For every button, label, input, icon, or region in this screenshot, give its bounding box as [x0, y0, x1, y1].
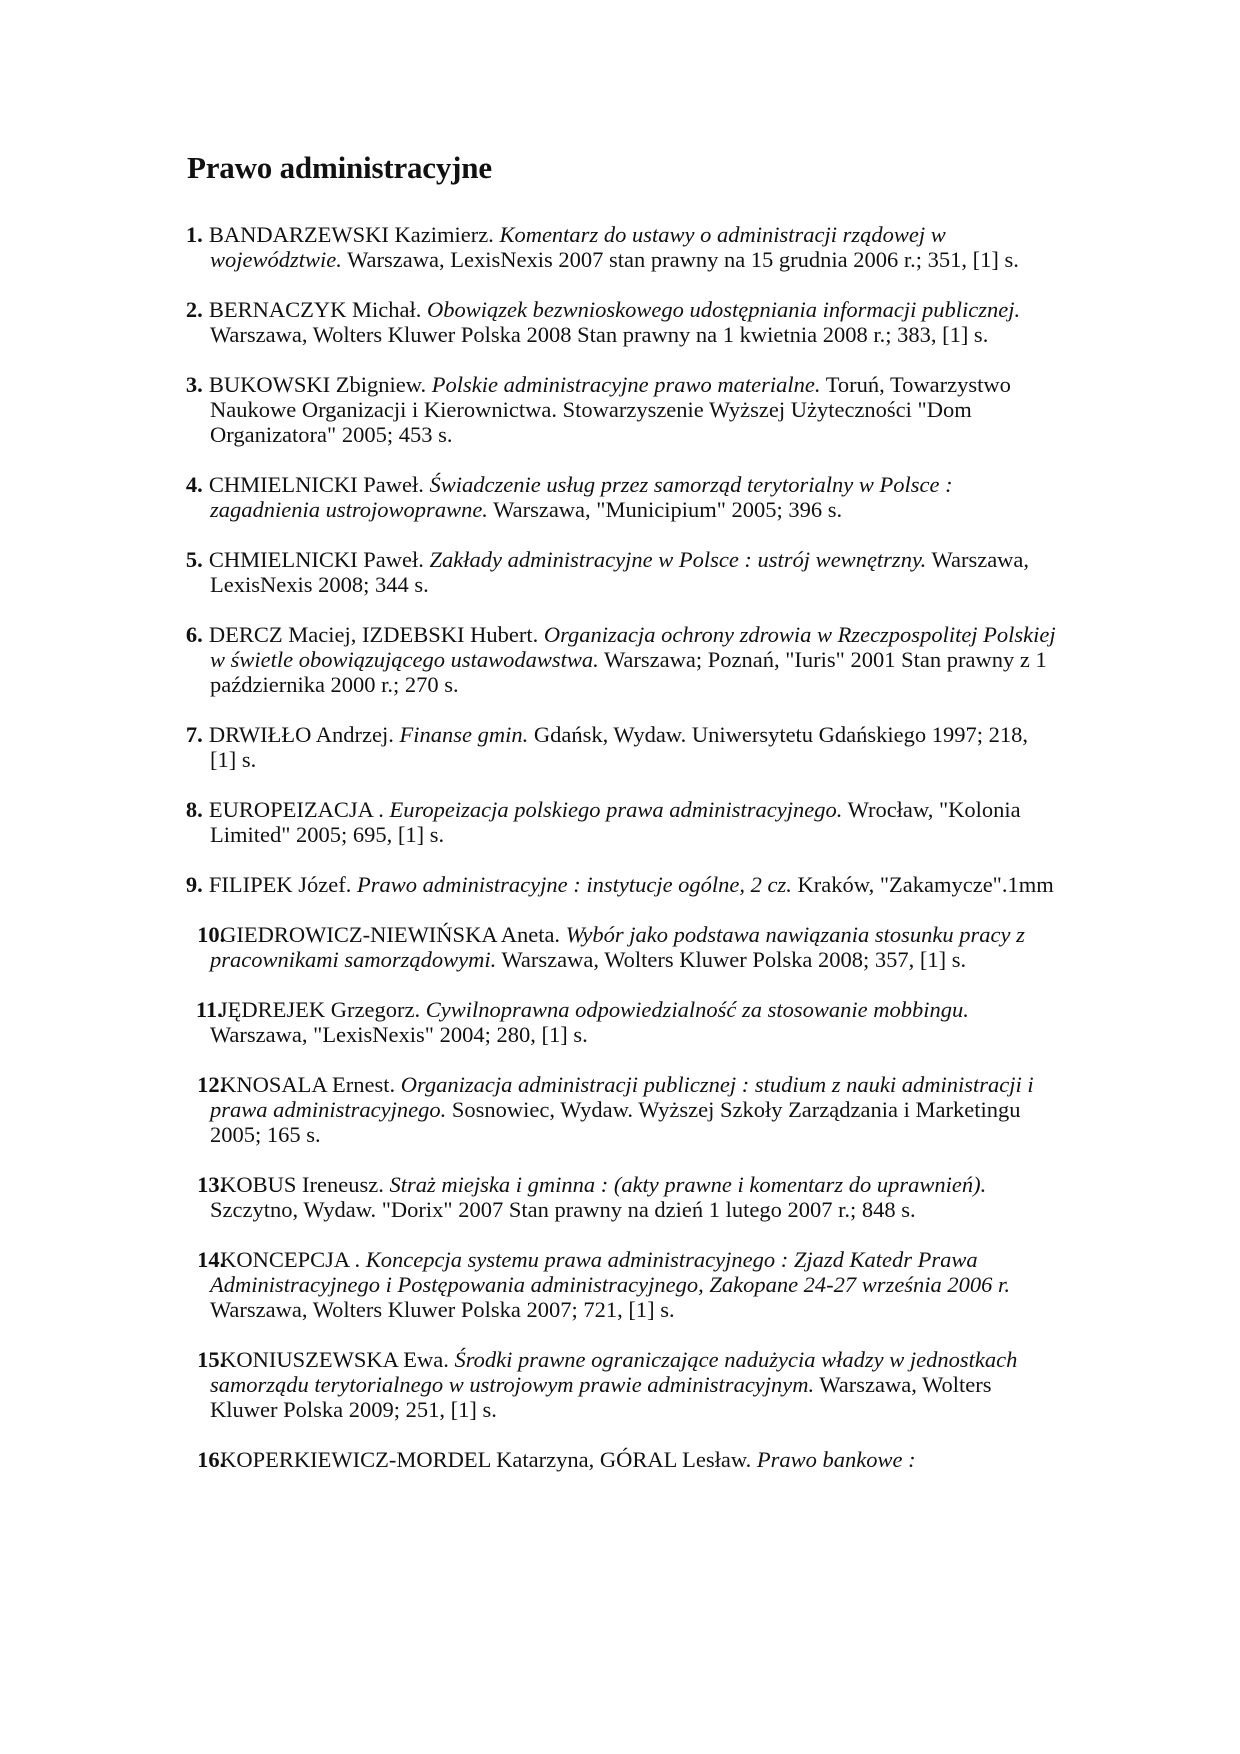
bibliography-entry [187, 997, 1057, 1047]
entry-publication: Warszawa; Poznań, "Iuris" 2001 Stan prawny z 1 października 2000 r.; 270 s. [210, 647, 1047, 697]
page-title: Prawo administracyjne [187, 150, 492, 185]
entry-title: Obowiązek bezwnioskowego udostępniania informacji publicznej. [427, 297, 1021, 322]
entry-number: 9. [185, 872, 203, 897]
bibliography-entry [187, 622, 1057, 697]
entry-publication: Sosnowiec, Wydaw. Wyższej Szkoły Zarządzania i Marketingu 2005; 165 s. [210, 1097, 1021, 1147]
entry-title: Polskie administracyjne prawo materialne. [431, 372, 821, 397]
entry-author: DRWIŁŁO Andrzej. [208, 722, 394, 747]
entry-number: 11. [195, 997, 223, 1022]
bibliography-list [187, 222, 1057, 1497]
entry-title: Finanse gmin. [399, 722, 529, 747]
entry-number: 14. [197, 1247, 226, 1272]
entry-title: Straż miejska i gminna : (akty prawne i komentarz do uprawnień). [389, 1172, 987, 1197]
entry-author: FILIPEK Józef. [208, 872, 352, 897]
entry-author: EUROPEIZACJA . [208, 797, 384, 822]
entry-author: GIEDROWICZ-NIEWIŃSKA Aneta. [220, 922, 561, 947]
entry-number: 8. [185, 797, 203, 822]
entry-title: Wybór jako podstawa nawiązania stosunku pracy z pracownikami samorządowymi. [210, 922, 1025, 972]
entry-publication: Warszawa, "LexisNexis" 2004; 280, [1] s. [210, 1022, 588, 1047]
bibliography-entry [187, 472, 1057, 522]
entry-publication: Warszawa, "Municipium" 2005; 396 s. [493, 497, 843, 522]
entry-publication: Warszawa, Wolters Kluwer Polska 2007; 721, [1] s. [210, 1297, 675, 1322]
bibliography-entry [187, 797, 1057, 847]
entry-title: Zakłady administracyjne w Polsce : ustrój wewnętrzny. [429, 547, 927, 572]
entry-author: KOBUS Ireneusz. [220, 1172, 384, 1197]
bibliography-entry [187, 722, 1057, 772]
entry-number: 5. [185, 547, 203, 572]
entry-number: 7. [185, 722, 203, 747]
entry-number: 12. [197, 1072, 226, 1097]
entry-title: Środki prawne ograniczające nadużycia władzy w jednostkach samorządu terytorialnego w ustrojowym prawie administracyjnym. [210, 1347, 1018, 1397]
entry-number: 1. [185, 222, 203, 247]
entry-author: CHMIELNICKI Paweł. [208, 547, 424, 572]
entry-publication: Gdańsk, Wydaw. Uniwersytetu Gdańskiego 1997; 218, [1] s. [210, 722, 1029, 772]
entry-publication: Warszawa, LexisNexis 2008; 344 s. [210, 547, 1030, 597]
entry-number: 2. [185, 297, 203, 322]
entry-publication: Kraków, "Zakamycze".1mm [797, 872, 1054, 897]
bibliography-entry [187, 372, 1057, 447]
bibliography-entry [187, 1347, 1057, 1422]
bibliography-entry [187, 297, 1057, 347]
entry-author: DERCZ Maciej, IZDEBSKI Hubert. [208, 622, 539, 647]
entry-author: JĘDREJEK Grzegorz. [218, 997, 421, 1022]
entry-title: Koncepcja systemu prawa administracyjnego : Zjazd Katedr Prawa Administracyjnego i Postępowania administracyjnego, Zakopane 24-27 września 2006 r. [210, 1247, 1010, 1297]
entry-title: Prawo bankowe : [756, 1447, 916, 1472]
entry-number: 10. [197, 922, 226, 947]
bibliography-entry [187, 1247, 1057, 1322]
entry-number: 3. [185, 372, 203, 397]
bibliography-entry [187, 922, 1057, 972]
entry-publication: Wrocław, "Kolonia Limited" 2005; 695, [1] s. [210, 797, 1021, 847]
entry-publication: Szczytno, Wydaw. "Dorix" 2007 Stan prawny na dzień 1 lutego 2007 r.; 848 s. [210, 1197, 916, 1222]
entry-number: 4. [185, 472, 203, 497]
entry-author: KNOSALA Ernest. [220, 1072, 396, 1097]
entry-author: KOPERKIEWICZ-MORDEL Katarzyna, GÓRAL Lesław. [220, 1447, 752, 1472]
entry-publication: Warszawa, LexisNexis 2007 stan prawny na 15 grudnia 2006 r.; 351, [1] s. [347, 247, 1019, 272]
entry-author: KONCEPCJA . [220, 1247, 361, 1272]
entry-number: 6. [185, 622, 203, 647]
entry-title: Świadczenie usług przez samorząd terytorialny w Polsce : zagadnienia ustrojowoprawne. [210, 472, 953, 522]
entry-number: 16. [197, 1447, 226, 1472]
bibliography-entry [187, 547, 1057, 597]
bibliography-entry [187, 222, 1057, 272]
entry-publication: Warszawa, Wolters Kluwer Polska 2009; 251, [1] s. [210, 1372, 992, 1422]
entry-publication: Toruń, Towarzystwo Naukowe Organizacji i Kierownictwa. Stowarzyszenie Wyższej Użyteczności "Dom Organizatora" 2005; 453 s. [210, 372, 1011, 447]
entry-title: Prawo administracyjne : instytucje ogólne, 2 cz. [356, 872, 792, 897]
entry-title: Komentarz do ustawy o administracji rządowej w województwie. [210, 222, 946, 272]
entry-author: CHMIELNICKI Paweł. [208, 472, 424, 497]
bibliography-entry [187, 1447, 1057, 1472]
bibliography-entry [187, 872, 1057, 897]
entry-publication: Warszawa, Wolters Kluwer Polska 2008; 357, [1] s. [501, 947, 967, 972]
entry-title: Organizacja administracji publicznej : studium z nauki administracji i prawa administracyjnego. [210, 1072, 1034, 1122]
entry-number: 13. [197, 1172, 226, 1197]
entry-title: Europeizacja polskiego prawa administracyjnego. [389, 797, 843, 822]
entry-author: KONIUSZEWSKA Ewa. [220, 1347, 449, 1372]
entry-author: BANDARZEWSKI Kazimierz. [208, 222, 494, 247]
entry-title: Cywilnoprawna odpowiedzialność za stosowanie mobbingu. [425, 997, 969, 1022]
bibliography-entry [187, 1072, 1057, 1147]
entry-author: BERNACZYK Michał. [208, 297, 422, 322]
entry-author: BUKOWSKI Zbigniew. [208, 372, 427, 397]
bibliography-entry [187, 1172, 1057, 1222]
entry-publication: Warszawa, Wolters Kluwer Polska 2008 Stan prawny na 1 kwietnia 2008 r.; 383, [1] s. [210, 322, 989, 347]
entry-number: 15. [197, 1347, 226, 1372]
entry-title: Organizacja ochrony zdrowia w Rzeczpospolitej Polskiej w świetle obowiązującego ustawodawstwa. [210, 622, 1056, 672]
